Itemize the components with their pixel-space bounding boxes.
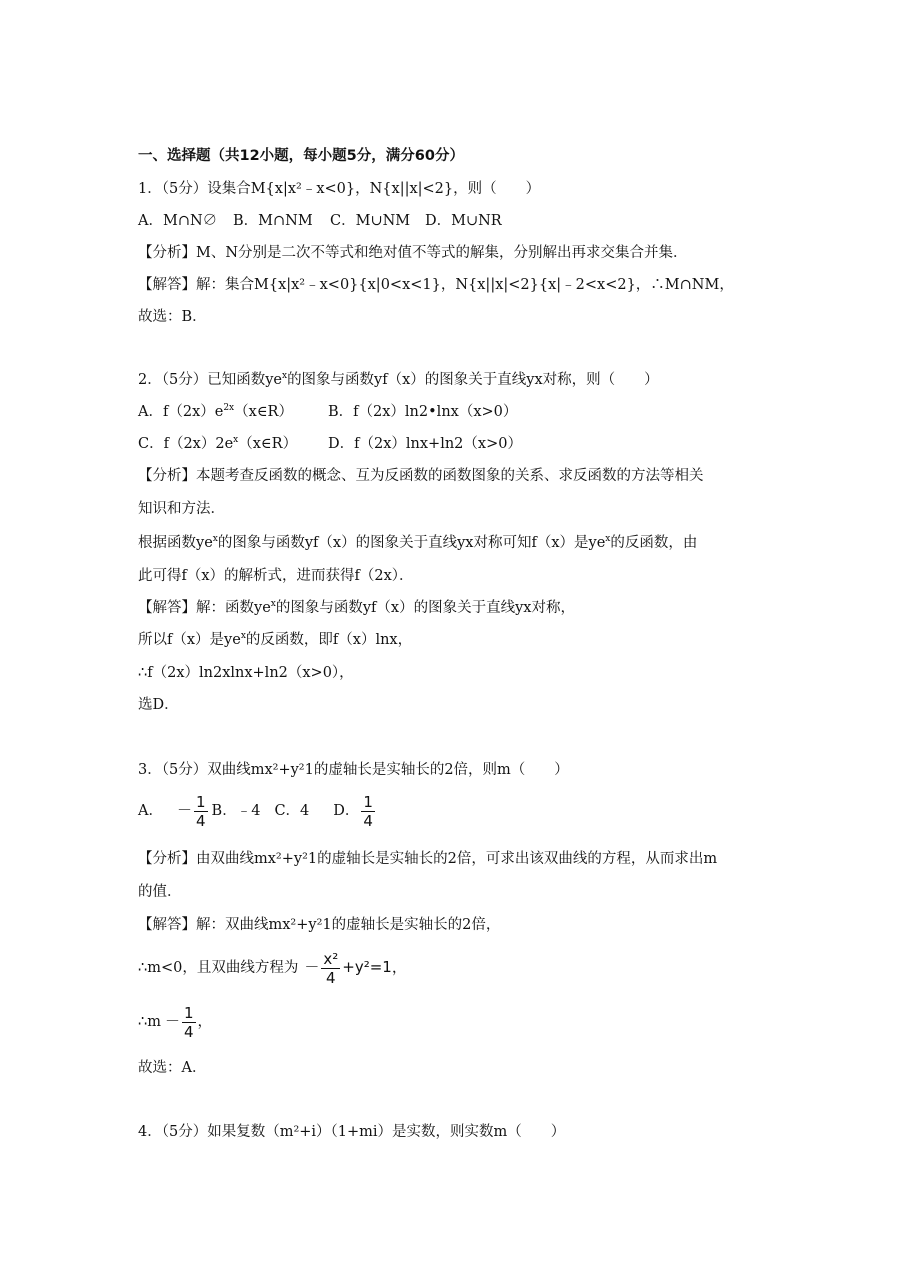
q3-solution-2: ∴m<0，且双曲线方程为 － $\frac{\text{x²}}{4}$ +y²=1， xyxy=(138,949,407,987)
q3-analysis-1: 【分析】由双曲线mx²+y²1的虚轴长是实轴长的2倍，可求出该双曲线的方程，从而求出m xyxy=(138,851,718,867)
q2-analysis-2: 知识和方法． xyxy=(138,501,225,517)
q2-solution-3: ∴f（2x）ln2xlnx+ln2（x>0）， xyxy=(138,665,354,681)
q3-options xyxy=(138,790,377,831)
q2-analysis-4: 此可得f（x）的解析式，进而获得f（2x）． xyxy=(138,568,414,584)
q3-option-d-fraction: $\frac{1}{4}$ xyxy=(363,792,373,830)
q3-analysis-2: 的值． xyxy=(138,884,182,900)
q1-option-a: A．M∩N∅ xyxy=(138,213,218,229)
q2-option-c: C．$f(2x)2e^x(x\in R)$ xyxy=(138,435,298,452)
q3-option-a-fraction: $\frac{1}{4}$ xyxy=(196,792,206,830)
q3-stem: 3．（5分）双曲线mx²+y²1的虚轴长是实轴长的2倍，则m（ ） xyxy=(138,762,569,778)
q2-solution-2: 所以f（x）是$ye^x$的反函数，即f（x）lnx， xyxy=(138,631,413,648)
q2-solution-1: 【解答】解：函数$ye^x$的图象与函数yf（x）的图象关于直线yx对称， xyxy=(138,599,575,616)
section-title: 一、选择题（共12小题，每小题5分，满分60分） xyxy=(138,148,464,164)
q1-conclusion: 故选：B． xyxy=(138,309,207,325)
q2-options-ab xyxy=(138,402,517,422)
q2-option-b: B．f（2x）ln2•lnx（x>0） xyxy=(328,404,518,420)
q1-analysis: 【分析】M、N分别是二次不等式和绝对值不等式的解集，分别解出再求交集合并集． xyxy=(138,245,688,261)
q3-solution-1: 【解答】解：双曲线mx²+y²1的虚轴长是实轴长的2倍， xyxy=(138,917,501,933)
q2-option-a: A．$f(2x)e^{2x}(x\in R)$ xyxy=(138,403,293,420)
q1-options xyxy=(138,211,502,231)
q3-option-a-sign: － xyxy=(176,801,192,819)
q1-stem: 1．（5分）设集合M{x|x²﹣x<0}，N{x||x|<2}，则（ ） xyxy=(138,181,541,197)
q3-option-a-label: A． xyxy=(138,803,163,819)
q3-solution-3: ∴m － $\frac{1}{4}$ ， xyxy=(138,1003,213,1041)
q1-solution: 【解答】解：集合M{x|x²﹣x<0}{x|0<x<1}，N{x||x|<2}{x|﹣2<x<2}，∴M∩NM， xyxy=(138,277,734,293)
q1-option-c: C．M∪NM xyxy=(330,213,411,229)
q2-analysis-1: 【分析】本题考查反函数的概念、互为反函数的函数图象的关系、求反函数的方法等相关 xyxy=(138,468,704,484)
q3-option-b: B．﹣4 xyxy=(211,803,261,819)
q2-conclusion: 选D． xyxy=(138,697,179,713)
q4-stem: 4．（5分）如果复数（m²+i）（1+mi）是实数，则实数m（ ） xyxy=(138,1124,566,1140)
q2-analysis-3: 根据函数$ye^x$的图象与函数yf（x）的图象关于直线yx对称可知f（x）是$ye^x$的反函数，由 xyxy=(138,534,698,551)
q3-conclusion: 故选：A． xyxy=(138,1060,207,1076)
q2-options-cd xyxy=(138,434,522,454)
q2-option-d: D．f（2x）lnx+ln2（x>0） xyxy=(328,436,522,452)
q3-option-d-label: D． xyxy=(333,803,360,819)
q1-option-b: B．M∩NM xyxy=(233,213,313,229)
q3-option-c: C．4 xyxy=(274,803,310,819)
q1-option-d: D．M∪NR xyxy=(425,213,502,229)
q2-stem: 2．（5分）已知函数$ye^x$的图象与函数yf（x）的图象关于直线yx对称，则（ ） xyxy=(138,371,659,388)
